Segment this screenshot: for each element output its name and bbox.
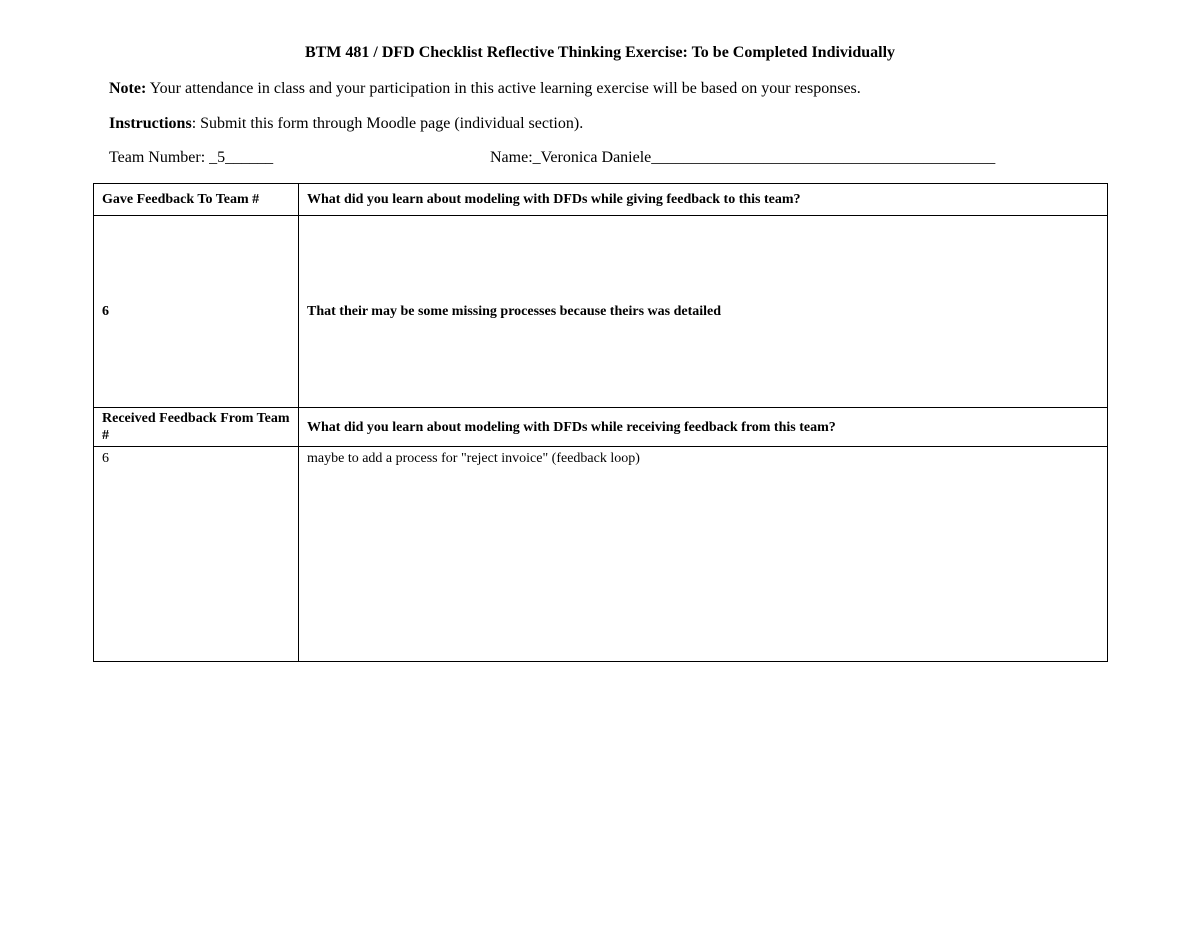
note-text: Your attendance in class and your participation in this active learning exercise will be based on your responses. bbox=[146, 80, 861, 97]
document-title: BTM 481 / DFD Checklist Reflective Thinking Exercise: To be Completed Individually bbox=[304, 44, 896, 61]
gave-feedback-response: That their may be some missing processes because theirs was detailed bbox=[299, 216, 1108, 408]
header-gave-feedback-question: What did you learn about modeling with DFDs while giving feedback to this team? bbox=[299, 184, 1108, 216]
received-feedback-response: maybe to add a process for "reject invoice" (feedback loop) bbox=[299, 447, 1108, 662]
table-header-row bbox=[94, 408, 1108, 447]
feedback-table bbox=[93, 183, 1108, 662]
note-line bbox=[109, 80, 861, 98]
header-received-feedback-team: Received Feedback From Team # bbox=[94, 408, 299, 447]
table-row bbox=[94, 447, 1108, 662]
table-header-row bbox=[94, 184, 1108, 216]
header-received-feedback-question: What did you learn about modeling with DFDs while receiving feedback from this team? bbox=[299, 408, 1108, 447]
table-row bbox=[94, 216, 1108, 408]
name-field: Name:_Veronica Daniele___________________________________________ bbox=[490, 149, 996, 166]
note-label: Note: bbox=[109, 80, 147, 97]
header-gave-feedback-team: Gave Feedback To Team # bbox=[94, 184, 299, 216]
instructions-label: Instructions bbox=[109, 115, 192, 132]
gave-feedback-team-value: 6 bbox=[94, 216, 299, 408]
team-number-field: Team Number: _5______ bbox=[109, 149, 274, 166]
received-feedback-team-value: 6 bbox=[94, 447, 299, 662]
instructions-line bbox=[109, 115, 583, 133]
instructions-text: : Submit this form through Moodle page (individual section). bbox=[191, 115, 584, 132]
